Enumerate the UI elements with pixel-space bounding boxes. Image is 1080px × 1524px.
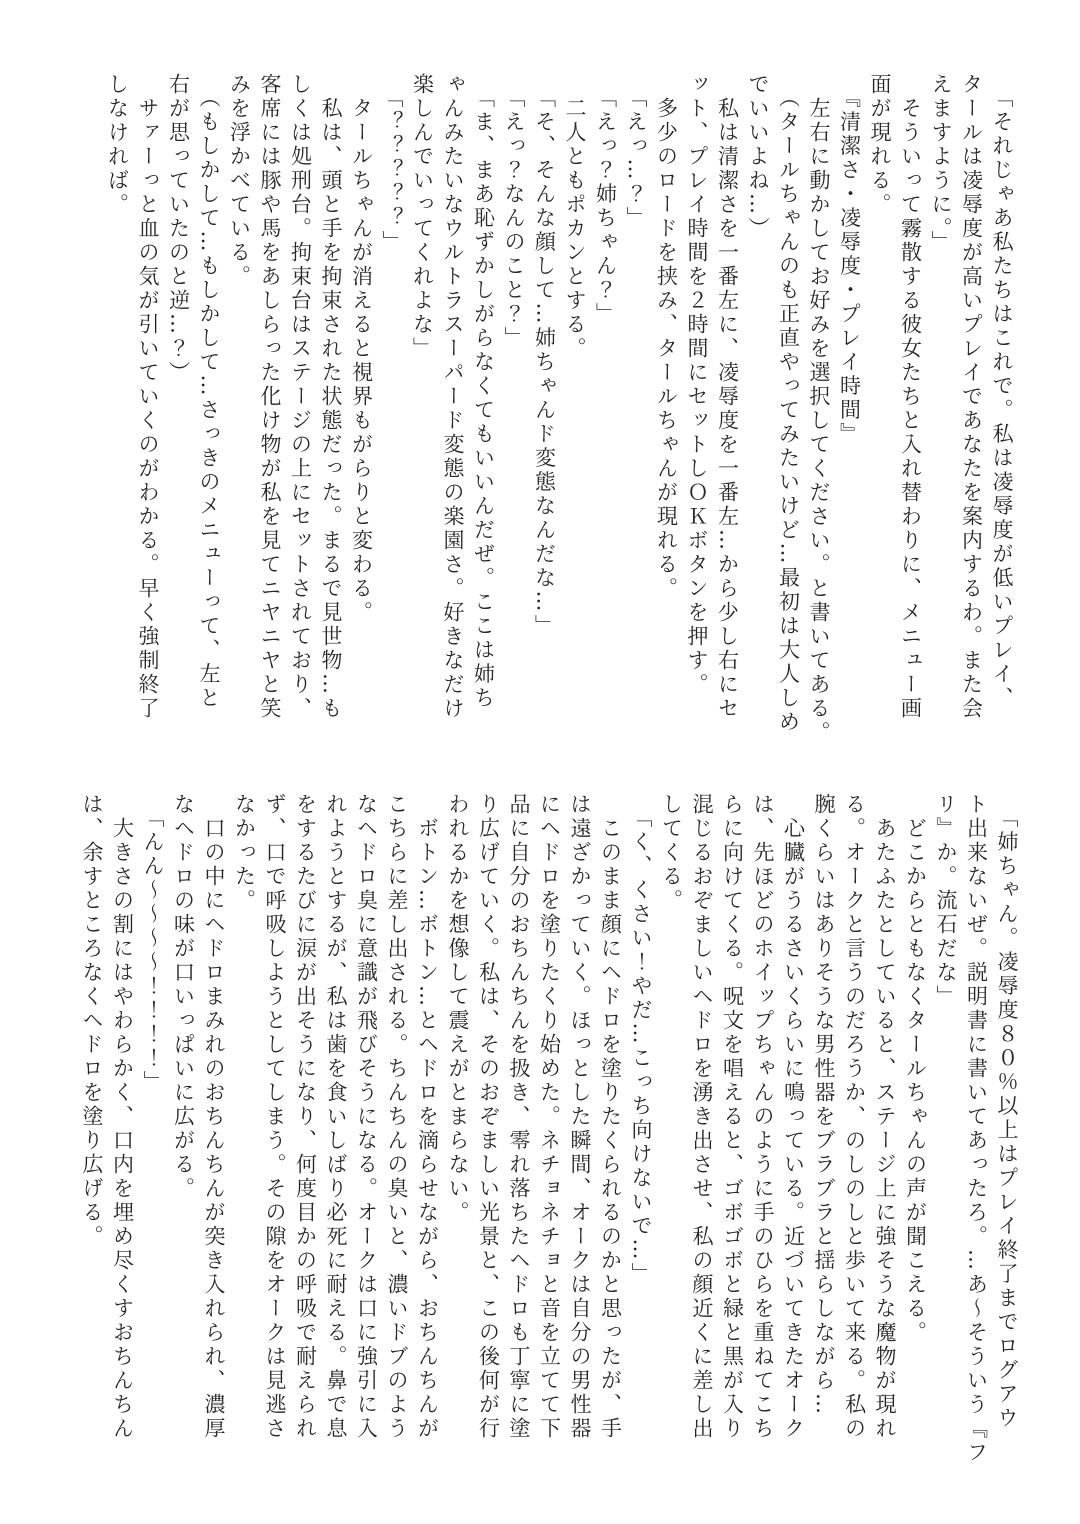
text-line: をするたびに涙が出そうになり、何度目かの呼吸で耐えられ — [293, 793, 318, 1441]
text-block-top — [102, 73, 1017, 751]
text-line: 混じるおぞましいヘドロを湧き出させ、私の顔近くに差し出 — [690, 793, 714, 1441]
text-line: われるかを想像して震えがとまらない。 — [446, 793, 470, 1225]
text-line: しなければ。 — [105, 73, 130, 217]
text-line: ず、口で呼吸しようとしてしまう。その隙をオークは見逃さ — [263, 793, 287, 1441]
text-line: 私は清潔さを一番左に、凌辱度を一番左…から少し右にセ — [715, 73, 740, 721]
text-line: そういって霧散する彼女たちと入れ替わりに、メニュー画 — [898, 73, 923, 721]
text-line: しくは処刑台。拘束台はステージの上にセットされており、 — [288, 73, 313, 721]
text-line: ゃんみたいなウルトラスーパード変態の楽園さ。好きなだけ — [441, 73, 465, 721]
text-line: 「姉ちゃん。凌辱度８０％以上はプレイ終了までログアウ — [995, 793, 1019, 1431]
text-line: 「えっ？姉ちゃん？」 — [593, 73, 618, 327]
text-line: なかった。 — [232, 793, 257, 913]
text-line: は、余すところなくヘドロを塗り広げる。 — [80, 793, 104, 1249]
text-line: にヘドロを塗りたくり始めた。ネチョネチョと音を立てて下 — [537, 793, 562, 1441]
text-line: リ』か。流石だな」 — [934, 793, 958, 1009]
text-line: 右が思っていたのと逆…？） — [166, 73, 191, 385]
text-line: 大きさの割にはやわらかく、口内を埋め尽くすおちんちん — [110, 793, 135, 1441]
text-line: 「それじゃあ私たちはこれで。私は凌辱度が低いプレイ、 — [990, 73, 1014, 711]
text-line: えますように。」 — [929, 73, 953, 255]
text-line: タールは凌辱度が高いプレイであなたを案内するわ。また会 — [959, 73, 984, 721]
text-line: してくる。 — [659, 793, 684, 913]
text-line: 心臓がうるさいくらいに鳴っている。近づいてきたオーク — [781, 793, 806, 1441]
text-line: 口の中にヘドロまみれのおちんちんが突き入れられ、濃厚 — [202, 793, 226, 1441]
text-line: 「？？？？？」 — [380, 73, 404, 255]
text-line: でいいよね…） — [746, 73, 770, 241]
text-line: 『清潔さ・凌辱度・プレイ時間』 — [837, 73, 862, 447]
text-line: り広げていく。私は、そのおぞましい光景と、この後何が行 — [476, 793, 501, 1441]
text-line: 左右に動かしてお好みを選択してください。と書いてある。 — [807, 73, 831, 745]
text-line: 「えっ…？」 — [624, 73, 648, 231]
text-line: 多少のロードを挟み、タールちゃんが現れる。 — [654, 73, 679, 601]
text-line: 面が現れる。 — [868, 73, 892, 217]
text-line: は遠ざかっていく。ほっとした瞬間、オークは自分の男性器 — [568, 793, 592, 1441]
text-line: 品に自分のおちんちんを扱き、零れ落ちたヘドロも丁寧に塗 — [507, 793, 531, 1441]
text-line: サァーっと血の気が引いていくのがわかる。早く強制終了 — [136, 73, 160, 721]
text-line: あたふたとしていると、ステージ上に強そうな魔物が現れ — [873, 793, 897, 1441]
text-line: 「ま、まあ恥ずかしがらなくてもいいんだぜ。ここは姉ち — [471, 73, 496, 711]
text-line: 「く、くさい！やだ…こっち向けないで…」 — [629, 793, 653, 1287]
text-line: ボトン…ボトン…とヘドロを滴らせながら、おちんちんが — [415, 793, 440, 1441]
text-line: 二人ともポカンとする。 — [563, 73, 587, 361]
text-line: は、先ほどのホイップちゃんのように手のひらを重ねてこち — [751, 793, 775, 1441]
text-line: どこからともなくタールちゃんの声が聞こえる。 — [903, 793, 928, 1345]
text-line: 腕くらいはありそうな男性器をブラブラと揺らしながら… — [812, 793, 836, 1417]
text-block-bottom — [77, 793, 1023, 1471]
text-line: れようとするが、私は歯を食いしばり必死に耐える。鼻で息 — [324, 793, 348, 1441]
text-line: らに向けてくる。呪文を唱えると、ゴボゴボと緑と黒が入り — [720, 793, 745, 1441]
text-line: 「んん～～～～！！！！」 — [141, 793, 165, 1095]
text-line: このまま顔にヘドロを塗りたくられるのかと思ったが、手 — [598, 793, 623, 1441]
text-line: 「えっ？なんのこと？」 — [502, 73, 526, 351]
text-line: （もしかして…もしかして…さっきのメニューって、左と — [197, 73, 221, 711]
text-line: タールちゃんが消えると視界もがらりと変わる。 — [349, 73, 374, 625]
text-line: る。オークと言うのだろうか、のしのしと歩いて来る。私の — [842, 793, 867, 1441]
text-line: みを浮かべている。 — [227, 73, 252, 289]
text-line: ット、プレイ時間を２時間にセットしＯＫボタンを押す。 — [685, 73, 709, 697]
text-line: なヘドロの味が口いっぱいに広がる。 — [171, 793, 196, 1201]
text-line: ト出来ないぜ。説明書に書いてあったろ。…あ～そういう『フ — [964, 793, 989, 1465]
text-line: なヘドロ臭に意識が飛びそうになる。オークは口に強引に入 — [354, 793, 379, 1441]
text-line: こちらに差し出される。ちんちんの臭いと、濃いドブのよう — [385, 793, 409, 1441]
text-line: 私は、頭と手を拘束された状態だった。まるで見世物…も — [319, 73, 343, 721]
text-line: 楽しんでいってくれよな」 — [410, 73, 435, 361]
text-line: （タールちゃんのも正直やってみたいけど…最初は大人しめ — [776, 73, 801, 735]
text-line: 客席には豚や馬をあしらった化け物が私を見てニヤニヤと笑 — [258, 73, 282, 721]
text-line: 「そ、そんな顔して…姉ちゃんド変態なんだな…」 — [532, 73, 557, 639]
